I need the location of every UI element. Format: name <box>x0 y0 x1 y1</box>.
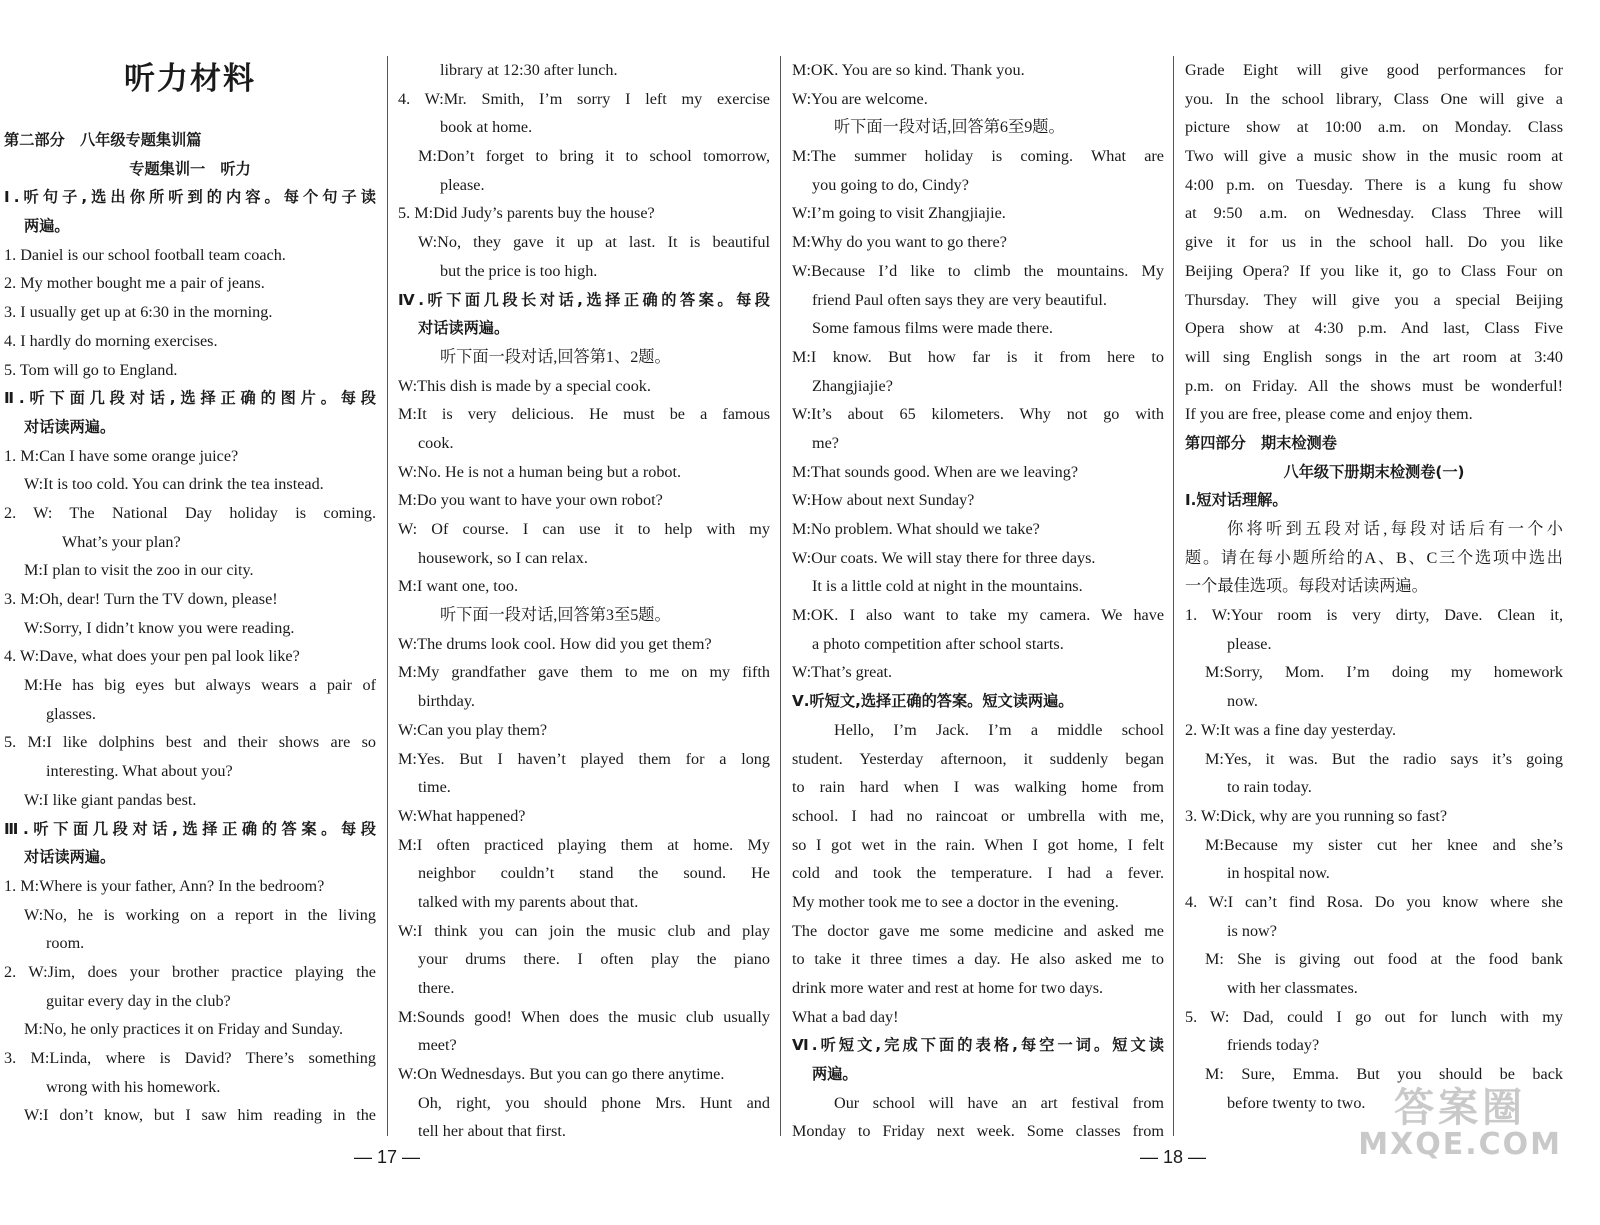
text-line: Ⅳ.听下面几段长对话,选择正确的答案。每段 <box>398 290 770 309</box>
text-line: 3. M:Linda, where is David? There’s something <box>4 1049 376 1067</box>
text-line: W:That’s great. <box>792 663 893 682</box>
text-line: Monday to Friday next week. Some classes from <box>792 1122 1164 1141</box>
text-line: 5. M:I like dolphins best and their shows are so <box>4 733 376 752</box>
text-line: but the price is too high. <box>440 261 598 280</box>
text-line: Ⅰ.听句子,选出你所听到的内容。每个句子读 <box>4 188 376 207</box>
text-line: drink more water and rest at home for two days. <box>792 979 1104 997</box>
text-line: Hello, I’m Jack. I’m a middle school <box>834 720 1164 739</box>
text-line: M:Don’t forget to bring it to school tomorrow, <box>418 147 770 166</box>
text-line: M:Yes, it was. But the radio says it’s going <box>1205 749 1563 768</box>
text-line: time. <box>418 778 451 797</box>
text-line: M:Why do you want to go there? <box>792 233 1007 252</box>
text-line: W:I’m going to visit Zhangjiajie. <box>792 204 1006 223</box>
text-line: 5. Tom will go to England. <box>4 360 178 379</box>
text-line: interesting. What about you? <box>46 762 233 781</box>
text-line: your drums there. I often play the piano <box>418 950 770 969</box>
text-line: 对话读两遍。 <box>24 848 116 867</box>
text-line: W:It is too cold. You can drink the tea instead. <box>24 475 324 494</box>
text-line: It is a little cold at night in the mountains. <box>812 577 1083 596</box>
text-line: 4. W:Mr. Smith, I’m sorry I left my exercise <box>398 89 770 108</box>
text-line: W:I don’t know, but I saw him reading in the <box>24 1106 376 1125</box>
column-divider <box>387 56 388 1136</box>
text-line: What’s your plan? <box>62 532 181 551</box>
text-line: guitar every day in the club? <box>46 991 231 1010</box>
text-line: Ⅱ.听下面几段对话,选择正确的图片。每段 <box>4 389 376 408</box>
text-line: Our school will have an art festival from <box>834 1093 1164 1112</box>
text-line: M:Yes. But I haven’t played them for a long <box>398 749 770 768</box>
text-line: M:OK. You are so kind. Thank you. <box>792 61 1025 79</box>
text-line: Beijing Opera? If you like it, go to Class Four on <box>1185 261 1563 280</box>
text-line: 八年级下册期末检测卷(一) <box>1283 462 1465 481</box>
page-number-right: — 18 — <box>1140 1147 1207 1167</box>
text-line: 2. W:Jim, does your brother practice playing the <box>4 962 376 981</box>
text-line: 专题集训一 听力 <box>129 159 251 178</box>
text-line: 第二部分 八年级专题集训篇 <box>4 131 202 149</box>
text-line: M:I plan to visit the zoo in our city. <box>24 561 254 580</box>
text-line: Opera show at 4:30 p.m. And last, Class Five <box>1185 319 1563 338</box>
text-line: to take it three times a day. He also asked me to <box>792 950 1164 969</box>
watermark-logo <box>1358 1086 1562 1160</box>
text-line: 5. W: Dad, could I go out for lunch with my <box>1185 1007 1563 1026</box>
text-line: will sing English songs in the art room at 3:40 <box>1185 347 1563 366</box>
text-line: friends today? <box>1227 1036 1320 1055</box>
text-line: The doctor gave me some medicine and asked me <box>792 921 1164 940</box>
text-line: you going to do, Cindy? <box>812 175 969 194</box>
text-line: so I got wet in the rain. When I got home, I felt <box>792 835 1164 854</box>
text-line: 2. W: The National Day holiday is coming. <box>4 503 376 522</box>
text-line: 第四部分 期末检测卷 <box>1185 433 1337 452</box>
text-line: M:My grandfather gave them to me on my fifth <box>398 663 770 682</box>
text-line: W:You are welcome. <box>792 89 928 108</box>
text-line: room. <box>46 934 85 953</box>
text-line: 4. I hardly do morning exercises. <box>4 331 218 350</box>
text-line: W:How about next Sunday? <box>792 491 975 510</box>
text-line: cold and took the temperature. I had a fever. <box>792 864 1164 883</box>
text-line: W:Can you play them? <box>398 720 548 739</box>
text-line: M:No problem. What should we take? <box>792 520 1040 538</box>
text-line: is now? <box>1227 921 1277 940</box>
text-line: Ⅵ.听短文,完成下面的表格,每空一词。短文读 <box>792 1036 1164 1055</box>
text-line: school. I had no raincoat or umbrella with me, <box>792 806 1164 825</box>
text-line: with her classmates. <box>1227 979 1358 997</box>
text-line: 题。请在每小题所给的A、B、C三个选项中选出 <box>1185 548 1563 567</box>
text-line: to rain hard when I was walking home from <box>792 778 1164 797</box>
text-line: M: She is giving out food at the food bank <box>1205 950 1563 969</box>
text-line: M:I often practiced playing them at home. My <box>398 835 770 854</box>
text-line: talked with my parents about that. <box>418 892 639 911</box>
text-line: 2. My mother bought me a pair of jeans. <box>4 274 265 293</box>
text-line: 3. W:Dick, why are you running so fast? <box>1185 806 1448 825</box>
text-line: Ⅰ.短对话理解。 <box>1185 491 1288 510</box>
text-line: friend Paul often says they are very beautiful. <box>812 290 1107 309</box>
column-divider <box>780 56 781 1136</box>
text-line: 听下面一段对话,回答第1、2题。 <box>440 347 671 366</box>
text-line: 对话读两遍。 <box>24 417 116 436</box>
page-number-left: — 17 — <box>354 1147 421 1167</box>
text-line: cook. <box>418 433 454 452</box>
text-line: 4:00 p.m. on Tuesday. There is a kung fu show <box>1185 175 1563 194</box>
column-2 <box>398 56 770 1146</box>
text-line: Zhangjiajie? <box>812 376 893 395</box>
text-line: My mother took me to see a doctor in the evening. <box>792 892 1119 911</box>
watermark-line2: MXQE.COM <box>1358 1127 1562 1162</box>
text-line: M:Do you want to have your own robot? <box>398 491 663 510</box>
text-line: student. Yesterday afternoon, it suddenly began <box>792 749 1164 768</box>
text-line: 两遍。 <box>812 1065 858 1084</box>
text-line: wrong with his homework. <box>46 1077 221 1096</box>
text-line: M:No, he only practices it on Friday and Sunday. <box>24 1020 344 1039</box>
text-line: p.m. on Friday. All the shows must be wonderful! <box>1185 376 1563 395</box>
text-line: tell her about that first. <box>418 1122 566 1141</box>
column-3 <box>792 56 1164 1146</box>
text-line: 5. M:Did Judy’s parents buy the house? <box>398 204 655 223</box>
text-line: housework, so I can relax. <box>418 548 588 567</box>
watermark-line1: 答案圈 <box>1394 1085 1527 1131</box>
text-line: W:It’s about 65 kilometers. Why not go with <box>792 405 1164 424</box>
text-line: please. <box>1227 634 1272 653</box>
text-line: M:OK. I also want to take my camera. We have <box>792 606 1164 625</box>
column-4 <box>1185 56 1563 1117</box>
text-line: picture show at 10:00 a.m. on Monday. Class <box>1185 118 1563 137</box>
text-line: meet? <box>418 1036 457 1055</box>
text-line: before twenty to two. <box>1227 1093 1366 1112</box>
text-line: 4. W:Dave, what does your pen pal look like? <box>4 647 300 666</box>
text-line: If you are free, please come and enjoy them. <box>1185 405 1473 424</box>
text-line: 一个最佳选项。每段对话读两遍。 <box>1185 577 1428 596</box>
text-line: please. <box>440 175 485 194</box>
text-line: M:That sounds good. When are we leaving? <box>792 462 1079 481</box>
text-line: library at 12:30 after lunch. <box>440 61 618 79</box>
text-line: 对话读两遍。 <box>418 319 510 338</box>
text-line: M:He has big eyes but always wears a pair of <box>24 676 376 695</box>
text-line: at 9:50 a.m. on Wednesday. Class Three will <box>1185 204 1563 223</box>
text-line: W:This dish is made by a special cook. <box>398 376 651 395</box>
text-line: Two will give a music show in the music room at <box>1185 147 1563 166</box>
text-line: birthday. <box>418 692 475 711</box>
text-line: glasses. <box>46 704 96 723</box>
text-line: you. In the school library, Class One will give a <box>1185 89 1563 108</box>
text-line: W:On Wednesdays. But you can go there anytime. <box>398 1065 725 1084</box>
text-line: 3. M:Oh, dear! Turn the TV down, please! <box>4 590 278 608</box>
text-line: neighbor couldn’t stand the sound. He <box>418 864 770 883</box>
text-line: W:I think you can join the music club and play <box>398 921 770 940</box>
text-line: W:No, he is working on a report in the living <box>24 905 376 924</box>
text-line: W:No. He is not a human being but a robot. <box>398 462 682 481</box>
text-line: W:What happened? <box>398 806 526 825</box>
text-line: now. <box>1227 692 1258 711</box>
text-line: a photo competition after school starts. <box>812 634 1064 653</box>
text-line: 4. W:I can’t find Rosa. Do you know where she <box>1185 892 1563 911</box>
text-line: 1. M:Where is your father, Ann? In the bedroom? <box>4 876 325 895</box>
text-line: 两遍。 <box>24 217 70 236</box>
text-line: W:Because I’d like to climb the mountains. My <box>792 261 1164 280</box>
text-line: 听下面一段对话,回答第6至9题。 <box>834 118 1065 137</box>
text-line: in hospital now. <box>1227 864 1330 883</box>
text-line: M:Sounds good! When does the music club usually <box>398 1007 770 1026</box>
text-line: me? <box>812 433 839 452</box>
text-line: W: Of course. I can use it to help with my <box>398 520 770 538</box>
text-line: W:Our coats. We will stay there for three days. <box>792 548 1096 567</box>
column-divider <box>1173 56 1174 1136</box>
text-line: 3. I usually get up at 6:30 in the morning. <box>4 303 273 322</box>
text-line: W:Sorry, I didn’t know you were reading. <box>24 618 295 637</box>
text-line: M:The summer holiday is coming. What are <box>792 147 1164 166</box>
text-line: M: Sure, Emma. But you should be back <box>1205 1065 1563 1084</box>
text-line: 1. Daniel is our school football team coach. <box>4 245 286 264</box>
text-line: M:Sorry, Mom. I’m doing my homework <box>1205 663 1563 682</box>
text-line: 1. M:Can I have some orange juice? <box>4 446 239 465</box>
text-line: 你将听到五段对话,每段对话后有一个小 <box>1227 520 1563 538</box>
text-line: Oh, right, you should phone Mrs. Hunt and <box>418 1093 770 1112</box>
text-line: M:Because my sister cut her knee and she’s <box>1205 835 1563 854</box>
text-line: book at home. <box>440 118 533 137</box>
text-line: to rain today. <box>1227 778 1312 797</box>
text-line: Thursday. They will give you a special Beijing <box>1185 290 1563 309</box>
text-line: 听下面一段对话,回答第3至5题。 <box>440 606 671 625</box>
column-1 <box>4 56 376 1130</box>
text-line: W:I like giant pandas best. <box>24 790 197 809</box>
text-line: What a bad day! <box>792 1007 899 1026</box>
text-line: Some famous films were made there. <box>812 319 1053 338</box>
text-line: M:I want one, too. <box>398 577 519 596</box>
text-line: M:It is very delicious. He must be a famous <box>398 405 770 424</box>
page-title: 听力材料 <box>124 61 256 97</box>
text-line: Ⅲ.听下面几段对话,选择正确的答案。每段 <box>4 819 376 838</box>
text-line: 2. W:It was a fine day yesterday. <box>1185 720 1397 739</box>
text-line: Grade Eight will give good performances for <box>1185 61 1563 79</box>
text-line: W:No, they gave it up at last. It is beautiful <box>418 233 770 252</box>
text-line: Ⅴ.听短文,选择正确的答案。短文读两遍。 <box>792 692 1074 711</box>
text-line: give it for us in the school hall. Do you like <box>1185 233 1563 252</box>
text-line: there. <box>418 979 455 997</box>
text-line: M:I know. But how far is it from here to <box>792 347 1164 366</box>
text-line: 1. W:Your room is very dirty, Dave. Clean it, <box>1185 606 1563 625</box>
text-line: W:The drums look cool. How did you get them? <box>398 634 712 653</box>
